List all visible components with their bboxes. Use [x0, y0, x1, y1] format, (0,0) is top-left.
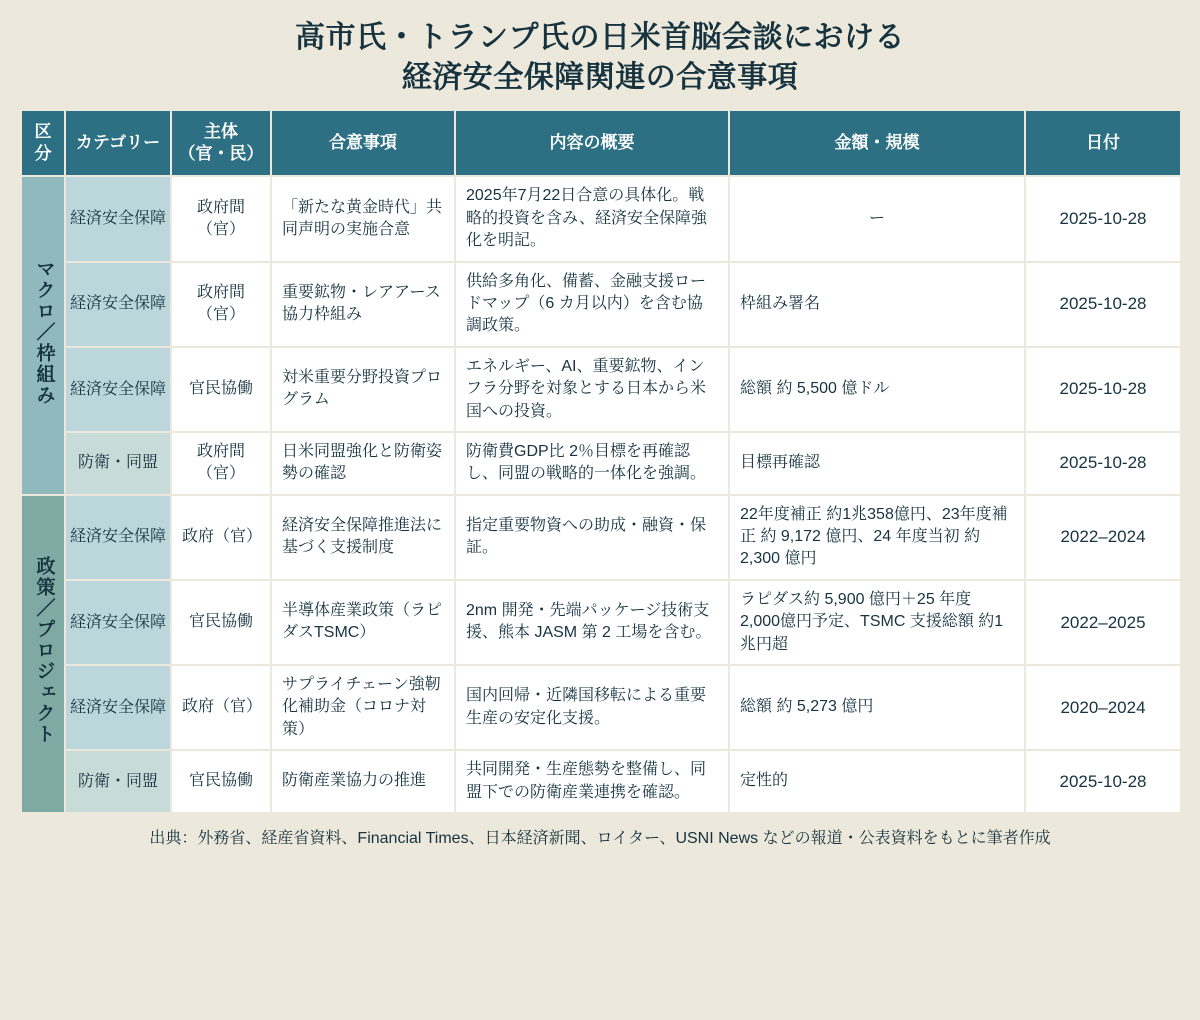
cell-item: サプライチェーン強靭化補助金（コロナ対策）: [271, 665, 455, 750]
cell-date: 2020–2024: [1025, 665, 1181, 750]
cell-amount: 総額 約 5,500 億ドル: [729, 347, 1025, 432]
column-header-actor-line-2: （官・民）: [178, 144, 264, 164]
table-row: [21, 432, 1181, 495]
cell-amount: 定性的: [729, 750, 1025, 813]
group-label-text: マクロ／枠組み: [33, 259, 55, 407]
group-label-text: 政策／プロジェクト: [33, 556, 55, 746]
column-header-actor: [171, 110, 271, 176]
column-header-amount: 金額・規模: [729, 110, 1025, 176]
group-label-cell: [21, 176, 65, 494]
table-row: [21, 750, 1181, 813]
cell-category: 経済安全保障: [65, 262, 171, 347]
table-row: [21, 665, 1181, 750]
group-label-cell: [21, 495, 65, 813]
cell-category: 経済安全保障: [65, 347, 171, 432]
cell-date: 2025-10-28: [1025, 347, 1181, 432]
cell-actor: 官民協働: [171, 580, 271, 665]
table-row: [21, 495, 1181, 580]
column-header-group: [21, 110, 65, 176]
source-note: 出典：外務省、経産省資料、Financial Times、日本経済新聞、ロイター、USNI News などの報道・公表資料をもとに筆者作成: [149, 829, 1051, 847]
cell-actor: 政府（官）: [171, 495, 271, 580]
cell-actor: 政府間（官）: [171, 176, 271, 261]
cell-category: 経済安全保障: [65, 176, 171, 261]
cell-item: 重要鉱物・レアアース協力枠組み: [271, 262, 455, 347]
cell-category: 経済安全保障: [65, 580, 171, 665]
cell-actor: 政府間（官）: [171, 432, 271, 495]
cell-amount: 22年度補正 約1兆358億円、23年度補正 約 9,172 億円、24 年度当初 約 2,300 億円: [729, 495, 1025, 580]
column-header-date: 日付: [1025, 110, 1181, 176]
table-row: [21, 347, 1181, 432]
column-header-group-line-2: 分: [34, 144, 52, 164]
cell-description: 国内回帰・近隣国移転による重要生産の安定化支援。: [455, 665, 729, 750]
cell-item: 「新たな黄金時代」共同声明の実施合意: [271, 176, 455, 261]
cell-date: 2025-10-28: [1025, 750, 1181, 813]
cell-amount: 目標再確認: [729, 432, 1025, 495]
cell-amount: ー: [729, 176, 1025, 261]
cell-item: 対米重要分野投資プログラム: [271, 347, 455, 432]
agreement-table: [20, 109, 1182, 814]
column-header-actor-line-1: 主体: [204, 122, 238, 142]
cell-amount: 総額 約 5,273 億円: [729, 665, 1025, 750]
cell-actor: 政府（官）: [171, 665, 271, 750]
column-header-item: 合意事項: [271, 110, 455, 176]
cell-amount: ラピダス約 5,900 億円＋25 年度 2,000億円予定、TSMC 支援総額 約1兆円超: [729, 580, 1025, 665]
column-header-description: 内容の概要: [455, 110, 729, 176]
cell-date: 2022–2025: [1025, 580, 1181, 665]
cell-date: 2025-10-28: [1025, 176, 1181, 261]
table-row: [21, 580, 1181, 665]
table-row: [21, 262, 1181, 347]
cell-category: 防衛・同盟: [65, 750, 171, 813]
cell-description: 防衛費GDP比 2％目標を再確認し、同盟の戦略的一体化を強調。: [455, 432, 729, 495]
page-title: [0, 0, 1200, 109]
table-header-row: [21, 110, 1181, 176]
column-header-category: カテゴリー: [65, 110, 171, 176]
column-header-group-line-1: 区: [34, 122, 52, 142]
cell-description: 指定重要物資への助成・融資・保証。: [455, 495, 729, 580]
cell-actor: 政府間（官）: [171, 262, 271, 347]
cell-amount: 枠組み署名: [729, 262, 1025, 347]
cell-category: 経済安全保障: [65, 495, 171, 580]
cell-actor: 官民協働: [171, 347, 271, 432]
cell-category: 経済安全保障: [65, 665, 171, 750]
cell-description: 共同開発・生産態勢を整備し、同盟下での防衛産業連携を確認。: [455, 750, 729, 813]
page-title-line-1: 高市氏・トランプ氏の日米首脳会談における: [295, 21, 905, 54]
cell-item: 防衛産業協力の推進: [271, 750, 455, 813]
cell-date: 2025-10-28: [1025, 262, 1181, 347]
cell-description: 供給多角化、備蓄、金融支援ロードマップ（6 カ月以内）を含む協調政策。: [455, 262, 729, 347]
cell-item: 日米同盟強化と防衛姿勢の確認: [271, 432, 455, 495]
table-row: [21, 176, 1181, 261]
cell-item: 半導体産業政策（ラピダスTSMC）: [271, 580, 455, 665]
cell-description: 2nm 開発・先端パッケージ技術支援、熊本 JASM 第 2 工場を含む。: [455, 580, 729, 665]
cell-date: 2022–2024: [1025, 495, 1181, 580]
cell-item: 経済安全保障推進法に基づく支援制度: [271, 495, 455, 580]
cell-description: 2025年7月22日合意の具体化。戦略的投資を含み、経済安全保障強化を明記。: [455, 176, 729, 261]
cell-date: 2025-10-28: [1025, 432, 1181, 495]
table-body: [21, 176, 1181, 813]
cell-description: エネルギー、AI、重要鉱物、インフラ分野を対象とする日本から米国への投資。: [455, 347, 729, 432]
page-title-line-2: 経済安全保障関連の合意事項: [401, 60, 799, 94]
cell-category: 防衛・同盟: [65, 432, 171, 495]
cell-actor: 官民協働: [171, 750, 271, 813]
